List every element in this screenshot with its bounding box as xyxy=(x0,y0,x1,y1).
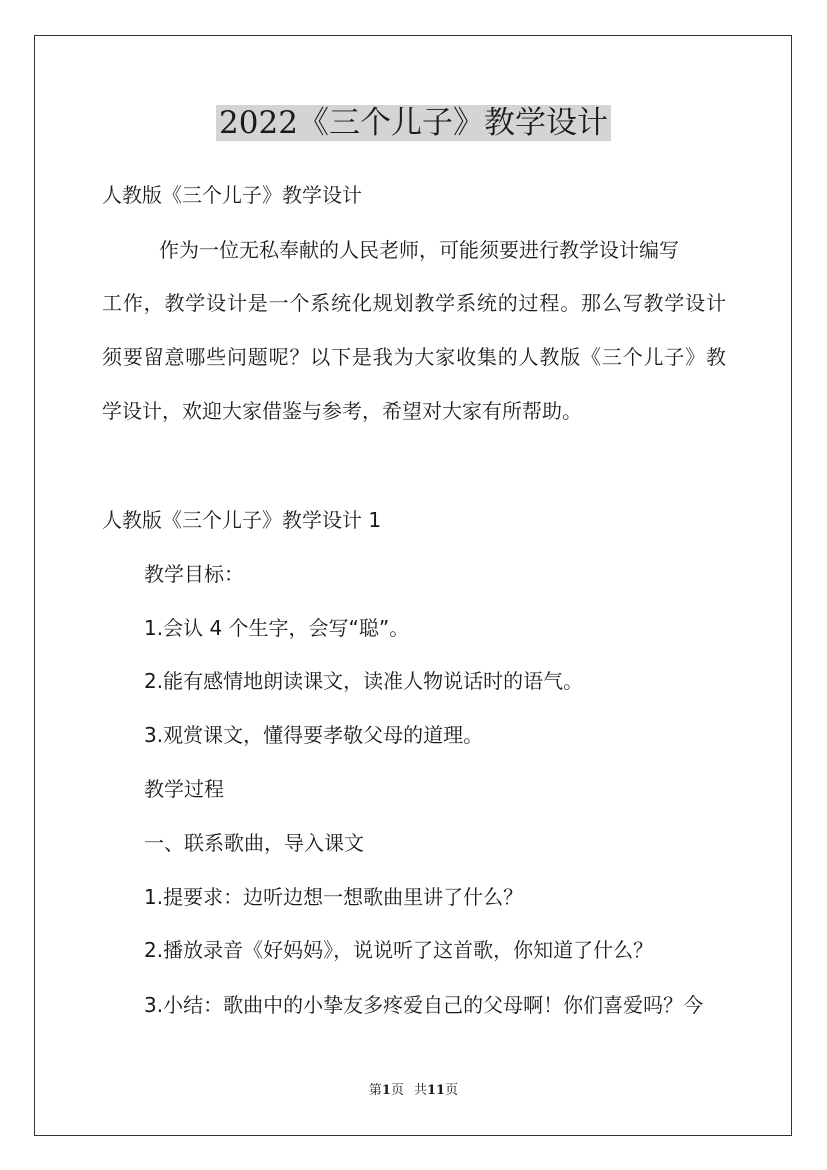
document-title-text: 2022《三个儿子》教学设计 xyxy=(216,105,611,141)
body-line: 教学目标： xyxy=(144,562,244,586)
footer-total-suffix: 页 xyxy=(445,1083,459,1098)
footer-total-pages: 11 xyxy=(426,1083,446,1098)
footer-page-suffix: 页 xyxy=(390,1083,404,1098)
body-line: 1.提要求：边听边想一想歌曲里讲了什么？ xyxy=(144,885,524,909)
intro-line-4: 学设计，欢迎大家借鉴与参考，希望对大家有所帮助。 xyxy=(102,399,582,423)
page-footer xyxy=(0,1082,827,1100)
intro-line-3: 须要留意哪些问题呢？以下是我为大家收集的人教版《三个儿子》教 xyxy=(102,345,726,369)
body-line: 3.观赏课文，懂得要孝敬父母的道理。 xyxy=(144,723,484,747)
body-line: 教学过程 xyxy=(144,777,224,801)
section-heading: 人教版《三个儿子》教学设计 1 xyxy=(102,508,382,532)
body-line: 2.播放录音《好妈妈》，说说听了这首歌，你知道了什么？ xyxy=(144,938,654,962)
footer-page-prefix: 第 xyxy=(368,1083,382,1098)
footer-page-number: 1 xyxy=(381,1083,391,1098)
document-subtitle: 人教版《三个儿子》教学设计 xyxy=(102,183,362,207)
intro-line-1: 作为一位无私奉献的人民老师，可能须要进行教学设计编写 xyxy=(159,238,679,262)
body-line: 1.会认 4 个生字，会写“聪”。 xyxy=(144,616,410,640)
intro-line-2: 工作，教学设计是一个系统化规划教学系统的过程。那么写教学设计 xyxy=(102,291,726,315)
footer-total-prefix: 共 xyxy=(413,1083,427,1098)
body-line: 一、联系歌曲，导入课文 xyxy=(144,831,364,855)
document-title xyxy=(0,101,827,145)
body-line: 2.能有感情地朗读课文，读准人物说话时的语气。 xyxy=(144,669,584,693)
body-line: 3.小结：歌曲中的小挚友多疼爱自己的父母啊！你们喜爱吗？今 xyxy=(144,993,704,1017)
